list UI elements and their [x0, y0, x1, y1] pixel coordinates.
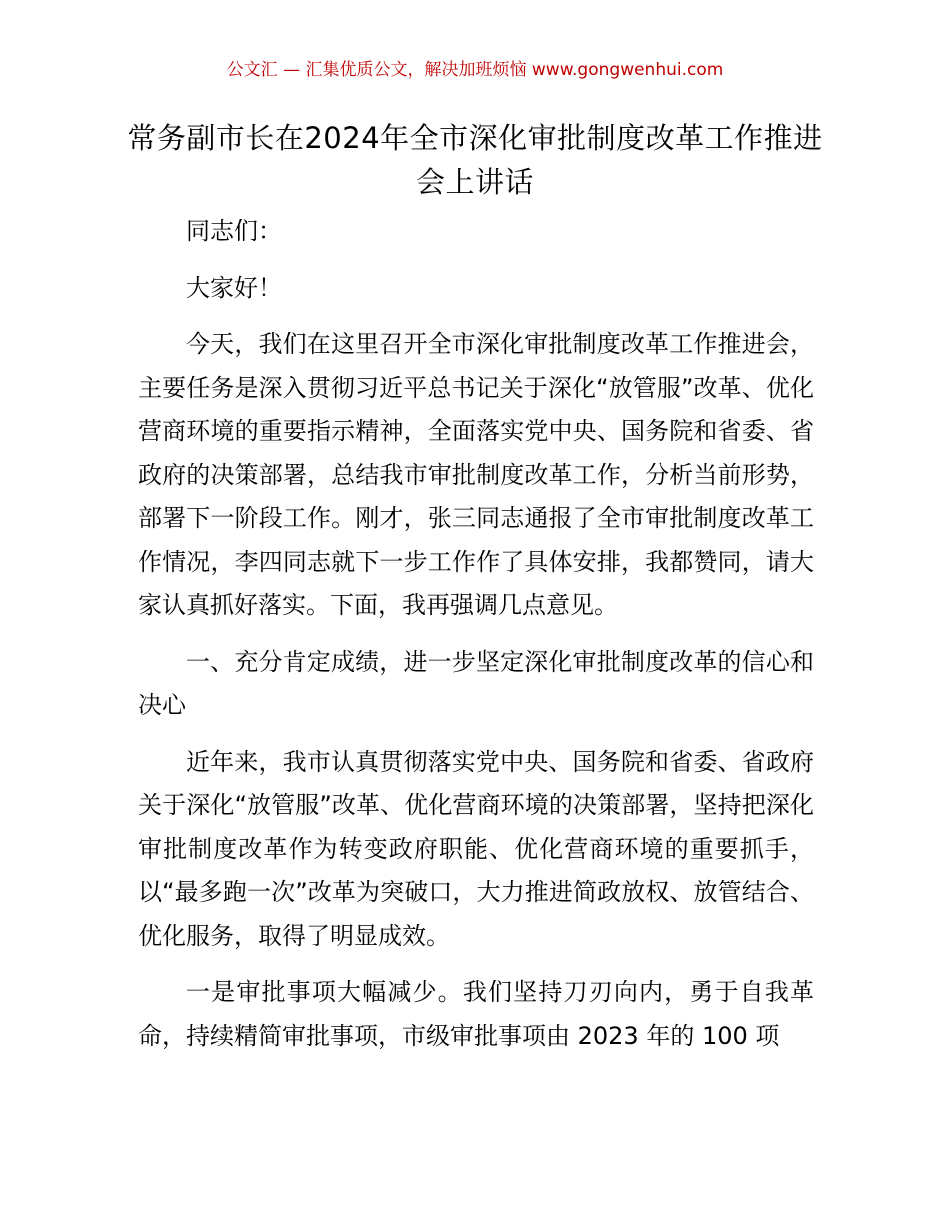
intro-paragraph: 今天，我们在这里召开全市深化审批制度改革工作推进会，主要任务是深入贯彻习近平总书记关于深化“放管服”改革、优化营商环境的重要指示精神，全面落实党中央、国务院和省委、省政府的决策部署，总结我市审批制度改革工作，分析当前形势，部署下一阶段工作。刚才，张三同志通报了全市审批制度改革工作情况，李四同志就下一步工作作了具体安排，我都赞同，请大家认真抓好落实。下面，我再强调几点意见。	[138, 330, 814, 619]
point-paragraph: 一是审批事项大幅减少。我们坚持刀刃向内，勇于自我革命，持续精简审批事项，市级审批事项由 2023 年的 100 项	[138, 978, 814, 1050]
document-body	[138, 210, 814, 1071]
section-paragraph: 近年来，我市认真贯彻落实党中央、国务院和省委、省政府关于深化“放管服”改革、优化营商环境的决策部署，坚持把深化审批制度改革作为转变政府职能、优化营商环境的重要抓手，以“最多跑一次”改革为突破口，大力推进简政放权、放管结合、优化服务，取得了明显成效。	[138, 747, 814, 950]
salutation: 同志们：	[186, 217, 282, 245]
watermark-header: 公文汇 — 汇集优质公文，解决加班烦恼 www.gongwenhui.com	[226, 60, 724, 80]
greeting: 大家好！	[186, 273, 282, 302]
document-title: 常务副市长在2024年全市深化审批制度改革工作推进会上讲话	[127, 121, 823, 199]
section-heading-1: 一、充分肯定成绩，进一步坚定深化审批制度改革的信心和决心	[138, 647, 814, 719]
